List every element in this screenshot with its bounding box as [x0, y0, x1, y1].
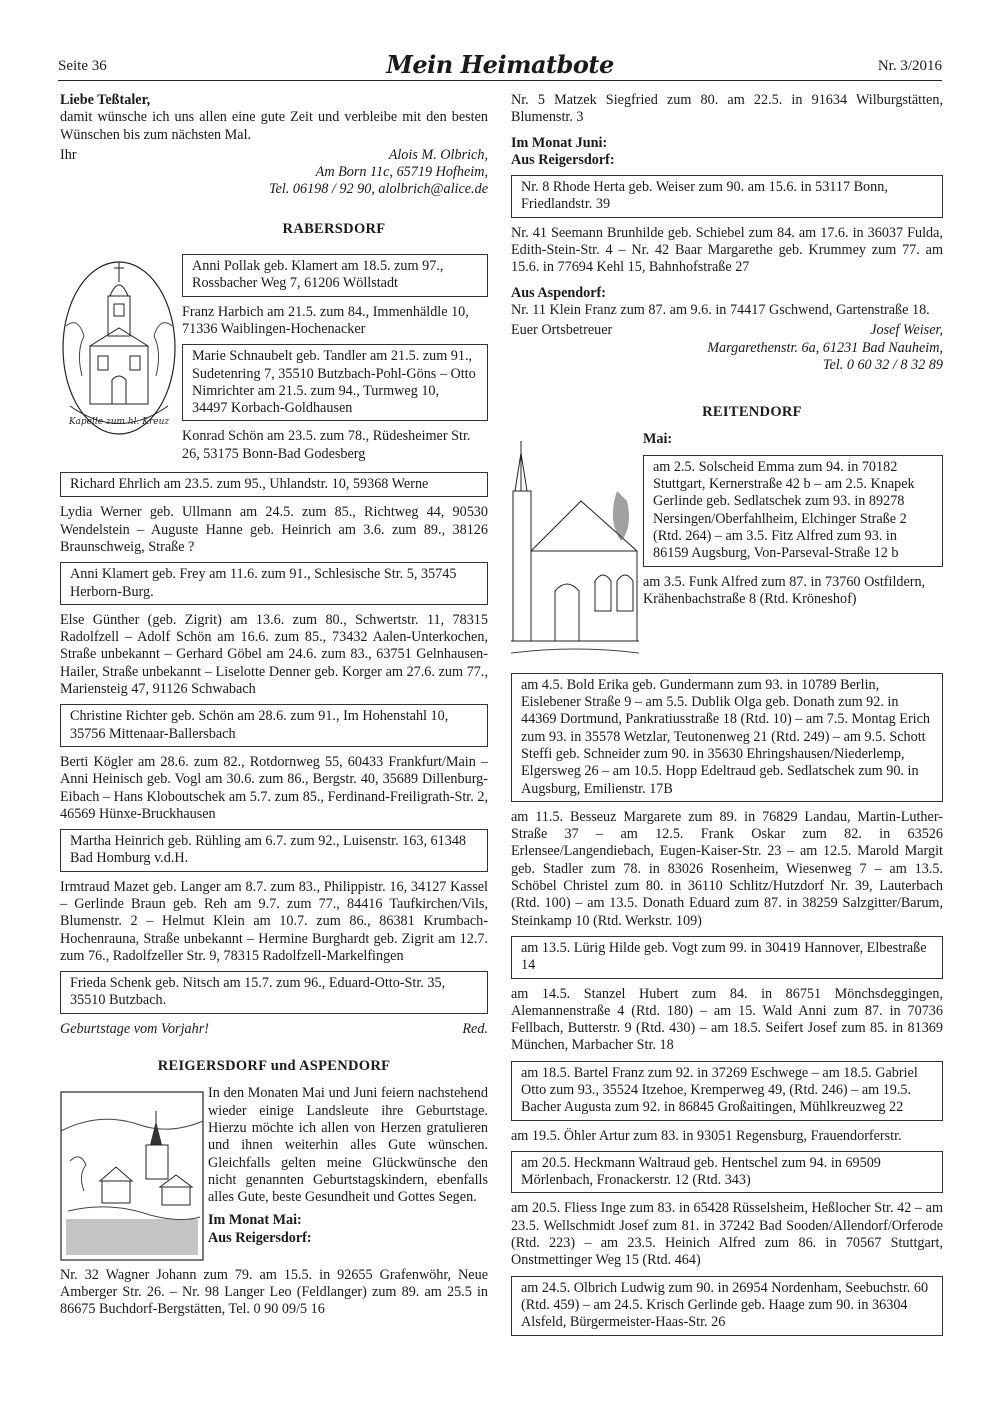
village-drawing — [60, 1091, 204, 1261]
aspendorf-text: Nr. 11 Klein Franz zum 87. am 9.6. in 74417 Gschwend, Gartenstraße 18. — [511, 301, 930, 318]
greeting-address-1: Am Born 11c, 65719 Hofheim, — [315, 164, 488, 181]
right-column — [511, 92, 943, 1343]
rabersdorf-entry-box: Marie Schnaubelt geb. Tandler am 21.5. zum 91., Sudetenring 7, 35510 Butzbach-Pohl-Göns – Otto Nimrichter am 21.5. zum 94., Turmweg 10, 34497 Korbach-Goldhausen — [182, 344, 488, 421]
page-number: Seite 36 — [58, 58, 107, 74]
greeting-address-2: Tel. 06198 / 92 90, alolbrich@alice.de — [268, 181, 488, 198]
reitendorf-entry: am 19.5. Öhler Artur zum 83. in 93051 Regensburg, Frauendorferstr. — [511, 1127, 902, 1144]
reigersdorf-may-heading: Im Monat Mai: — [208, 1212, 302, 1229]
rabersdorf-entry: Lydia Werner geb. Ullmann am 24.5. zum 85., Richtweg 44, 90530 Wendelstein – Auguste Hanne geb. Heinrich am 3.6. zum 89., 38126 Braunschweig, Straße ? — [60, 504, 488, 555]
reigersdorf-address-1: Margarethenstr. 6a, 61231 Bad Nauheim, — [707, 339, 943, 356]
reitendorf-entry-box: am 4.5. Bold Erika geb. Gundermann zum 93. in 10789 Berlin, Eislebener Straße 9 – am 5.5. Dublik Olga geb. Donath zum 92. in 44369 Dortmund, Pankratiusstraße 18 (Rtd. 10) – am 7.5. Montag Erich zum 93. in 35578 Wetzlar, Teutonenweg 21 (Rtd. 249) – am 9.5. Schott Steffi geb. Schneider zum 90. in 35630 Ehringshausen/Niederlemp, Elgersweg 26 – am 10.5. Hopp Edeltraud geb. Sedlatschek zum 90. in Augsburg, Emilienstr. 17B — [511, 673, 943, 802]
reigersdorf-june-heading: Im Monat Juni: — [511, 134, 608, 151]
rabersdorf-entry-box: Anni Pollak geb. Klamert am 18.5. zum 97., Rossbacher Weg 7, 61206 Wöllstadt — [182, 254, 488, 297]
rabersdorf-heading: RABERSDORF — [282, 220, 386, 237]
rabersdorf-footer — [60, 1021, 488, 1038]
rabersdorf-top-entries — [182, 248, 488, 466]
chapel-illustration — [60, 256, 182, 466]
greeting-text: damit wünsche ich uns allen eine gute Zeit und verbleibe mit den besten Wünschen bis zum nächsten Mal. — [60, 109, 488, 143]
reitendorf-entry: am 14.5. Stanzel Hubert zum 84. in 86751 Mönchsdeggingen, Alemannenstraße 4 (Rtd. 180) – am 15. Wald Anni zum 87. in 70736 Fellbach, Butterstr. 9 (Rtd. 430) – am 18.5. Seifert Josef zum 85. in 81369 München, Marbacher Str. 18 — [511, 985, 943, 1054]
reitendorf-entry-box: am 20.5. Heckmann Waltraud geb. Hentschel zum 94. in 69509 Mörlenbach, Fronackerstr. 12 (Rtd. 343) — [511, 1151, 943, 1194]
reigersdorf-june-text: Nr. 41 Seemann Brunhilde geb. Schiebel zum 84. am 17.6. in 36037 Fulda, Edith-Stein-Str. 4 – Nr. 42 Baar Margarethe geb. Krummey zum 77. am 15.6. in 77694 Kehl 15, Bahnhofstraße 27 — [511, 224, 943, 276]
church-drawing — [511, 431, 639, 661]
rabersdorf-entry-box: Anni Klamert geb. Frey am 11.6. zum 91., Schlesische Str. 5, 35745 Herborn-Burg. — [60, 562, 488, 605]
reigersdorf-intro-col — [208, 1085, 488, 1266]
reigersdorf-may-cont: Nr. 5 Matzek Siegfried zum 80. am 22.5. in 91634 Wilburgstätten, Blumenstr. 3 — [511, 92, 943, 126]
chapel-caption: Kapelle zum hl. Kreuz — [68, 417, 170, 428]
reigersdorf-may-text: Nr. 32 Wagner Johann zum 79. am 15.5. in 92655 Grafenwöhr, Neue Amberger Str. 26. – Nr. 98 Langer Leo (Feldlanger) zum 89. am 25.5 in 86675 Buchdorf-Bergstätten, Tel. 0 90 09/5 16 — [60, 1266, 488, 1318]
rabersdorf-entry-box: Richard Ehrlich am 23.5. zum 95., Uhlandstr. 10, 59368 Werne — [60, 472, 488, 497]
rabersdorf-entry: Franz Harbich am 21.5. zum 84., Immenhäldle 10, 71336 Waiblingen-Hochenacker — [182, 303, 469, 337]
rabersdorf-entry-box: Christine Richter geb. Schön am 28.6. zum 91., Im Hohenstahl 10, 35756 Mittenaar-Ballersbach — [60, 704, 488, 747]
reigersdorf-intro-block — [60, 1085, 488, 1266]
church-illustration — [511, 431, 643, 666]
village-illustration — [60, 1091, 208, 1266]
reigersdorf-address-2: Tel. 0 60 32 / 8 32 89 — [822, 356, 943, 373]
page-header — [58, 50, 942, 81]
reigersdorf-signature — [511, 322, 943, 339]
reitendorf-entry: am 3.5. Funk Alfred zum 87. in 73760 Ostfildern, Krähenbachstraße 8 (Rtd. Kröneshof) — [643, 573, 926, 607]
greeting-signature — [60, 147, 488, 164]
reitendorf-top-entries — [643, 431, 943, 666]
reitendorf-heading: REITENDORF — [702, 404, 802, 421]
rabersdorf-entry: Berti Kögler am 28.6. zum 82., Rotdornweg 55, 60433 Frankfurt/Main – Anni Heinisch geb. Vogl am 30.6. zum 86., Bergstr. 40, 35689 Dillenburg-Eibach – Hans Kloboutschek am 5.7. zum 85., Ferdinand-Freiligrath-Str. 2, 46569 Hünxe-Bruckhausen — [60, 753, 488, 822]
reitendorf-entry-box: am 2.5. Solscheid Emma zum 94. in 70182 Stuttgart, Kernerstraße 42 b – am 2.5. Knapek Gerlinde geb. Sedlatschek zum 93. in 89278 Nersingen/Oberfahlheim, Elchinger Straße 2 (Rtd. 264) – am 3.5. Fitz Alfred zum 93. in 86159 Augsburg, Von-Parseval-Straße 12 b — [643, 455, 943, 567]
rabersdorf-entry: Else Günther (geb. Zigrit) am 13.6. zum 80., Schwertstr. 11, 78315 Radolfzell – Adolf Schön am 16.6. zum 85., 73432 Aalen-Unterkochen, Straße unbekannt – Gerhard Göbel am 24.6. zum 83., 63751 Gelnhausen-Hailer, Straße unbekannt – Liselotte Denner geb. Korger am 27.6. zum 77., Mariensteig 47, 91126 Schwabach — [60, 611, 488, 698]
rabersdorf-top — [60, 248, 488, 466]
reitendorf-entry-box: am 18.5. Bartel Franz zum 92. in 37269 Eschwege – am 18.5. Gabriel Otto zum 93., 35524 Itzehoe, Kremperweg 49, (Rtd. 246) – am 19.5. Bacher Augusta zum 92. in 86845 Großaitingen, Mühlkreuzweg 22 — [511, 1061, 943, 1121]
left-column — [60, 92, 488, 1322]
reitendorf-month: Mai: — [643, 431, 673, 448]
reigersdorf-signer: Josef Weiser, — [870, 322, 943, 339]
reigersdorf-heading: REIGERSDORF und ASPENDORF — [157, 1058, 391, 1075]
issue-number: Nr. 3/2016 — [877, 58, 942, 74]
greeting-ihr: Ihr — [60, 146, 77, 163]
greeting-signer: Alois M. Olbrich, — [388, 146, 488, 163]
reitendorf-entry-box: am 13.5. Lürig Hilde geb. Vogt zum 99. in 30419 Hannover, Elbestraße 14 — [511, 936, 943, 979]
rabersdorf-entry: Konrad Schön am 23.5. zum 78., Rüdesheimer Str. 26, 53175 Bonn-Bad Godesberg — [182, 428, 471, 462]
reigersdorf-june-sub: Aus Reigersdorf: — [511, 151, 615, 168]
rabersdorf-entry-box: Martha Heinrich geb. Rühling am 6.7. zum 92., Luisenstr. 163, 61348 Bad Homburg v.d.H. — [60, 829, 488, 872]
rabersdorf-entry: Irmtraud Mazet geb. Langer am 8.7. zum 83., Philippistr. 16, 34127 Kassel – Gerlinde Braun geb. Reh am 9.7. zum 77., 84416 Taufkirchen/Vils, Blumenstr. 2 – Helmut Klein am 10.7. zum 86., 86381 Krumbach-Hochenrauna, Straße unbekannt – Hermine Burghardt geb. Zigrit am 12.7. zum 76., Radolfzeller Str. 9, 78315 Radolfzell-Markelfingen — [60, 878, 488, 964]
rabersdorf-footer-note: Geburtstage vom Vorjahr! — [60, 1020, 209, 1037]
chapel-drawing — [60, 256, 178, 438]
masthead-title: Mein Heimatbote — [386, 50, 614, 79]
reigersdorf-closing: Euer Ortsbetreuer — [511, 322, 613, 339]
rabersdorf-footer-red: Red. — [462, 1020, 488, 1037]
reigersdorf-intro: In den Monaten Mai und Juni feiern nachstehend wieder einige Landsleute ihre Geburtstage. Hierzu möchte ich allen von Herzen gratulieren und ihnen weiterhin alles Gute wünschen. Gleichfalls gelten meine Glückwünsche den nicht genannten Geburtstagskindern, ebenfalls alles Gute, beste Gesundheit und Gottes Segen. — [208, 1085, 488, 1206]
reitendorf-entry: am 20.5. Fliess Inge zum 83. in 65428 Rüsselsheim, Heßlocher Str. 42 – am 23.5. Wellschmidt Josef zum 81. in 37242 Bad Sooden/Allendorf/Orferode (Rtd. 223) – am 23.5. Heinich Alfred zum 86. in 70567 Stuttgart, Onstmettinger Weg 15 (Rtd. 464) — [511, 1200, 943, 1269]
reitendorf-entry: am 11.5. Besseuz Margarete zum 89. in 76829 Landau, Martin-Luther-Straße 37 – am 12.5. Frank Oskar zum 82. in 63526 Erlensee/Langendiebach, Eugen-Kaiser-Str. 23 – am 12.5. Marold Margit geb. Stadler zum 78. in 83026 Rosenheim, Wiesenweg 7 – am 13.5. Schöbel Christel zum 80. in 36110 Schlitz/Hutzdorf Nr. 39, Lauterbach (Rtd. 100) – am 13.5. Donath Eduard zum 87. in 38259 Salzgitter/Barum, Steinkamp 10 (Rtd. Werkstr. 109) — [511, 808, 943, 929]
reigersdorf-may-sub: Aus Reigersdorf: — [208, 1229, 312, 1246]
reigersdorf-june-box: Nr. 8 Rhode Herta geb. Weiser zum 90. am 15.6. in 53117 Bonn, Friedlandstr. 39 — [511, 175, 943, 218]
greeting-title: Liebe Teßtaler, — [60, 92, 151, 108]
rabersdorf-entry-box: Frieda Schenk geb. Nitsch am 15.7. zum 96., Eduard-Otto-Str. 35, 35510 Butzbach. — [60, 971, 488, 1014]
reitendorf-entry-box: am 24.5. Olbrich Ludwig zum 90. in 26954 Nordenham, Seebuchstr. 60 (Rtd. 459) – am 24.5. Krisch Gerlinde geb. Haage zum 90. in 36304 Alsfeld, Bürgermeister-Haas-Str. 26 — [511, 1276, 943, 1336]
aspendorf-heading: Aus Aspendorf: — [511, 284, 606, 301]
reitendorf-top — [511, 431, 943, 666]
